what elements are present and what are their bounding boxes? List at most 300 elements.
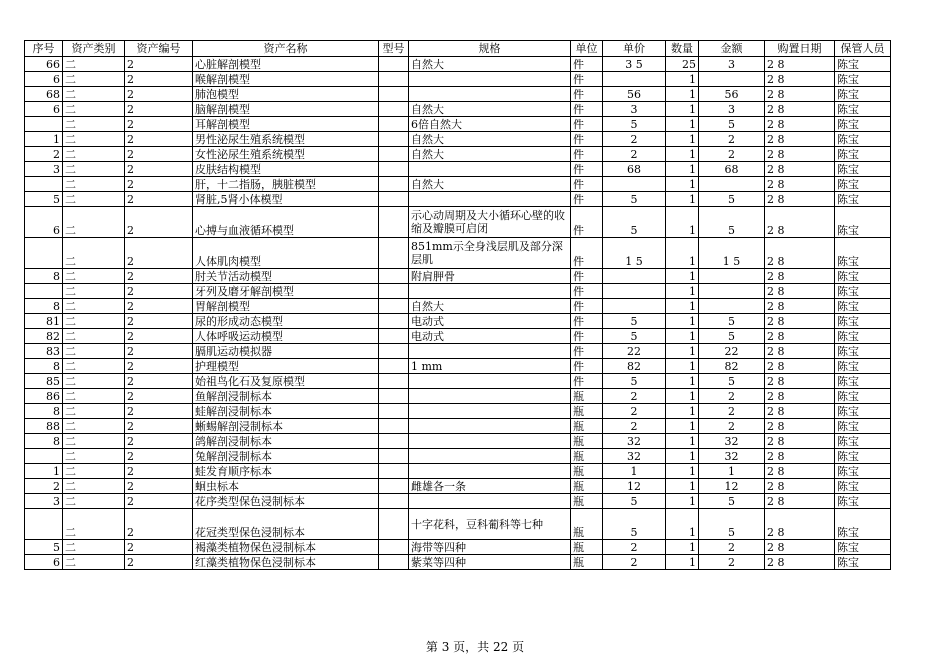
cell-unit: 瓶 <box>571 494 603 509</box>
cell-spec: 紫菜等四种 <box>409 555 571 570</box>
table-row <box>25 72 891 87</box>
page-footer: 第 3 页，共 22 页 <box>425 640 525 654</box>
cell-price: 56 <box>603 87 666 102</box>
cell-model <box>379 540 409 555</box>
cell-asset-code: 2 <box>125 434 193 449</box>
cell-keeper: 陈宝 <box>835 162 891 177</box>
cell-asset-name: 肝，十二指肠，胰脏模型 <box>193 177 379 192</box>
cell-model <box>379 284 409 299</box>
cell-model <box>379 479 409 494</box>
cell-quantity: 1 <box>666 555 699 570</box>
cell-seq: 8 <box>25 359 63 374</box>
cell-spec: 自然大 <box>409 299 571 314</box>
cell-category: 二 <box>63 449 125 464</box>
cell-quantity: 1 <box>666 374 699 389</box>
cell-model <box>379 132 409 147</box>
cell-spec <box>409 404 571 419</box>
cell-price: 2 <box>603 540 666 555</box>
cell-asset-code: 2 <box>125 314 193 329</box>
cell-quantity: 1 <box>666 102 699 117</box>
cell-model <box>379 555 409 570</box>
cell-amount: 3 <box>699 57 765 72</box>
cell-category: 二 <box>63 57 125 72</box>
cell-amount: 32 <box>699 434 765 449</box>
cell-seq: 88 <box>25 419 63 434</box>
column-header: 金额 <box>699 41 765 57</box>
cell-model <box>379 509 409 540</box>
cell-spec <box>409 434 571 449</box>
cell-keeper: 陈宝 <box>835 72 891 87</box>
cell-category: 二 <box>63 132 125 147</box>
table-row <box>25 117 891 132</box>
cell-model <box>379 314 409 329</box>
cell-asset-name: 女性泌尿生殖系统模型 <box>193 147 379 162</box>
cell-purchase-date: 2 8 <box>765 464 835 479</box>
cell-quantity: 1 <box>666 419 699 434</box>
column-header: 序号 <box>25 41 63 57</box>
column-header: 资产编号 <box>125 41 193 57</box>
cell-asset-name: 脑解剖模型 <box>193 102 379 117</box>
cell-seq <box>25 177 63 192</box>
cell-category: 二 <box>63 314 125 329</box>
cell-asset-name: 尿的形成动态模型 <box>193 314 379 329</box>
cell-amount: 5 <box>699 509 765 540</box>
cell-unit: 件 <box>571 299 603 314</box>
cell-purchase-date: 2 8 <box>765 72 835 87</box>
cell-spec: 示心动周期及大小循环心壁的收缩及瓣膜可启闭 <box>409 207 571 238</box>
cell-purchase-date: 2 8 <box>765 494 835 509</box>
cell-category: 二 <box>63 299 125 314</box>
cell-purchase-date: 2 8 <box>765 269 835 284</box>
cell-seq <box>25 509 63 540</box>
cell-purchase-date: 2 8 <box>765 479 835 494</box>
cell-category: 二 <box>63 192 125 207</box>
cell-seq: 8 <box>25 269 63 284</box>
cell-purchase-date: 2 8 <box>765 555 835 570</box>
cell-asset-code: 2 <box>125 87 193 102</box>
cell-unit: 件 <box>571 284 603 299</box>
cell-quantity: 1 <box>666 389 699 404</box>
cell-asset-name: 牙列及磨牙解剖模型 <box>193 284 379 299</box>
column-header: 单价 <box>603 41 666 57</box>
column-header: 资产名称 <box>193 41 379 57</box>
cell-keeper: 陈宝 <box>835 87 891 102</box>
cell-model <box>379 192 409 207</box>
cell-seq: 82 <box>25 329 63 344</box>
cell-purchase-date: 2 8 <box>765 177 835 192</box>
cell-keeper: 陈宝 <box>835 284 891 299</box>
cell-amount: 2 <box>699 419 765 434</box>
cell-seq: 68 <box>25 87 63 102</box>
cell-price: 3 <box>603 102 666 117</box>
cell-asset-code: 2 <box>125 389 193 404</box>
cell-purchase-date: 2 8 <box>765 57 835 72</box>
cell-spec <box>409 72 571 87</box>
cell-category: 二 <box>63 87 125 102</box>
cell-category: 二 <box>63 72 125 87</box>
cell-model <box>379 494 409 509</box>
cell-amount: 32 <box>699 449 765 464</box>
cell-asset-name: 肾脏,5肾小体模型 <box>193 192 379 207</box>
cell-unit: 件 <box>571 192 603 207</box>
cell-asset-code: 2 <box>125 238 193 269</box>
cell-quantity: 1 <box>666 464 699 479</box>
cell-asset-name: 心搏与血液循环模型 <box>193 207 379 238</box>
cell-purchase-date: 2 8 <box>765 87 835 102</box>
cell-asset-name: 胃解剖模型 <box>193 299 379 314</box>
cell-quantity: 1 <box>666 147 699 162</box>
cell-quantity: 1 <box>666 269 699 284</box>
cell-amount <box>699 299 765 314</box>
cell-amount: 22 <box>699 344 765 359</box>
cell-keeper: 陈宝 <box>835 389 891 404</box>
cell-price: 2 <box>603 389 666 404</box>
cell-category: 二 <box>63 102 125 117</box>
cell-seq: 2 <box>25 479 63 494</box>
cell-model <box>379 147 409 162</box>
cell-asset-name: 护理模型 <box>193 359 379 374</box>
cell-asset-code: 2 <box>125 449 193 464</box>
cell-asset-code: 2 <box>125 269 193 284</box>
cell-keeper: 陈宝 <box>835 449 891 464</box>
cell-keeper: 陈宝 <box>835 479 891 494</box>
cell-asset-name: 肘关节活动模型 <box>193 269 379 284</box>
cell-unit: 件 <box>571 72 603 87</box>
cell-quantity: 1 <box>666 284 699 299</box>
cell-asset-code: 2 <box>125 374 193 389</box>
cell-asset-code: 2 <box>125 540 193 555</box>
cell-purchase-date: 2 8 <box>765 344 835 359</box>
cell-price: 82 <box>603 359 666 374</box>
cell-asset-name: 蛙发育顺序标本 <box>193 464 379 479</box>
cell-unit: 件 <box>571 162 603 177</box>
cell-quantity: 1 <box>666 359 699 374</box>
cell-asset-name: 人体肌肉模型 <box>193 238 379 269</box>
cell-category: 二 <box>63 344 125 359</box>
table-row <box>25 147 891 162</box>
cell-model <box>379 177 409 192</box>
cell-unit: 件 <box>571 147 603 162</box>
cell-quantity: 1 <box>666 207 699 238</box>
cell-unit: 件 <box>571 177 603 192</box>
cell-category: 二 <box>63 162 125 177</box>
cell-spec: 自然大 <box>409 57 571 72</box>
cell-category: 二 <box>63 540 125 555</box>
cell-quantity: 1 <box>666 192 699 207</box>
cell-spec <box>409 419 571 434</box>
table-row <box>25 314 891 329</box>
cell-price: 5 <box>603 329 666 344</box>
cell-quantity: 1 <box>666 479 699 494</box>
cell-keeper: 陈宝 <box>835 177 891 192</box>
cell-price: 22 <box>603 344 666 359</box>
cell-quantity: 25 <box>666 57 699 72</box>
column-header: 型号 <box>379 41 409 57</box>
cell-seq: 8 <box>25 404 63 419</box>
cell-seq: 3 <box>25 162 63 177</box>
cell-seq: 81 <box>25 314 63 329</box>
cell-price: 5 <box>603 374 666 389</box>
cell-unit: 瓶 <box>571 434 603 449</box>
cell-unit: 瓶 <box>571 509 603 540</box>
column-header: 数量 <box>666 41 699 57</box>
cell-model <box>379 344 409 359</box>
cell-quantity: 1 <box>666 72 699 87</box>
cell-price: 5 <box>603 314 666 329</box>
cell-purchase-date: 2 8 <box>765 374 835 389</box>
cell-category: 二 <box>63 509 125 540</box>
table-row <box>25 284 891 299</box>
cell-quantity: 1 <box>666 344 699 359</box>
table-header <box>25 41 891 57</box>
cell-spec: 自然大 <box>409 147 571 162</box>
cell-quantity: 1 <box>666 238 699 269</box>
cell-purchase-date: 2 8 <box>765 299 835 314</box>
cell-asset-name: 耳解剖模型 <box>193 117 379 132</box>
cell-unit: 件 <box>571 117 603 132</box>
cell-price <box>603 284 666 299</box>
cell-spec: 自然大 <box>409 102 571 117</box>
cell-category: 二 <box>63 117 125 132</box>
cell-unit: 件 <box>571 238 603 269</box>
cell-quantity: 1 <box>666 449 699 464</box>
cell-price: 12 <box>603 479 666 494</box>
cell-keeper: 陈宝 <box>835 374 891 389</box>
cell-spec: 雌雄各一条 <box>409 479 571 494</box>
cell-spec <box>409 192 571 207</box>
cell-purchase-date: 2 8 <box>765 404 835 419</box>
table-row <box>25 269 891 284</box>
cell-asset-code: 2 <box>125 284 193 299</box>
cell-purchase-date: 2 8 <box>765 132 835 147</box>
cell-unit: 件 <box>571 207 603 238</box>
table-row <box>25 102 891 117</box>
cell-asset-name: 心脏解剖模型 <box>193 57 379 72</box>
table-row <box>25 87 891 102</box>
cell-keeper: 陈宝 <box>835 192 891 207</box>
cell-seq <box>25 449 63 464</box>
cell-unit: 件 <box>571 102 603 117</box>
cell-purchase-date: 2 8 <box>765 434 835 449</box>
cell-quantity: 1 <box>666 299 699 314</box>
cell-quantity: 1 <box>666 132 699 147</box>
cell-asset-code: 2 <box>125 419 193 434</box>
cell-spec <box>409 87 571 102</box>
cell-unit: 瓶 <box>571 449 603 464</box>
cell-price <box>603 177 666 192</box>
cell-price <box>603 269 666 284</box>
cell-spec <box>409 449 571 464</box>
cell-asset-name: 鸽解剖浸制标本 <box>193 434 379 449</box>
table-row <box>25 162 891 177</box>
cell-keeper: 陈宝 <box>835 464 891 479</box>
cell-amount: 68 <box>699 162 765 177</box>
cell-asset-code: 2 <box>125 479 193 494</box>
table-row <box>25 464 891 479</box>
cell-model <box>379 102 409 117</box>
cell-model <box>379 434 409 449</box>
cell-asset-name: 喉解剖模型 <box>193 72 379 87</box>
cell-purchase-date: 2 8 <box>765 238 835 269</box>
cell-model <box>379 299 409 314</box>
cell-asset-code: 2 <box>125 344 193 359</box>
cell-seq: 3 <box>25 494 63 509</box>
cell-keeper: 陈宝 <box>835 419 891 434</box>
cell-asset-code: 2 <box>125 147 193 162</box>
cell-seq: 2 <box>25 147 63 162</box>
cell-category: 二 <box>63 555 125 570</box>
cell-price: 1 <box>603 464 666 479</box>
cell-model <box>379 207 409 238</box>
cell-quantity: 1 <box>666 117 699 132</box>
table-row <box>25 238 891 269</box>
cell-category: 二 <box>63 359 125 374</box>
cell-unit: 件 <box>571 344 603 359</box>
cell-amount: 5 <box>699 314 765 329</box>
cell-asset-code: 2 <box>125 177 193 192</box>
cell-amount: 5 <box>699 192 765 207</box>
cell-asset-name: 红藻类植物保色浸制标本 <box>193 555 379 570</box>
cell-spec: 电动式 <box>409 314 571 329</box>
cell-model <box>379 329 409 344</box>
table-row <box>25 434 891 449</box>
cell-category: 二 <box>63 177 125 192</box>
cell-keeper: 陈宝 <box>835 540 891 555</box>
cell-asset-code: 2 <box>125 329 193 344</box>
cell-keeper: 陈宝 <box>835 147 891 162</box>
cell-quantity: 1 <box>666 87 699 102</box>
cell-category: 二 <box>63 479 125 494</box>
cell-asset-code: 2 <box>125 57 193 72</box>
table-row <box>25 57 891 72</box>
cell-amount: 1 5 <box>699 238 765 269</box>
cell-amount: 5 <box>699 207 765 238</box>
cell-category: 二 <box>63 419 125 434</box>
cell-spec <box>409 284 571 299</box>
cell-asset-code: 2 <box>125 72 193 87</box>
cell-keeper: 陈宝 <box>835 238 891 269</box>
cell-purchase-date: 2 8 <box>765 359 835 374</box>
cell-seq: 8 <box>25 434 63 449</box>
cell-price: 5 <box>603 509 666 540</box>
cell-model <box>379 359 409 374</box>
cell-spec: 自然大 <box>409 177 571 192</box>
cell-quantity: 1 <box>666 404 699 419</box>
cell-model <box>379 269 409 284</box>
cell-asset-name: 肺泡模型 <box>193 87 379 102</box>
cell-unit: 件 <box>571 314 603 329</box>
cell-asset-name: 褐藻类植物保色浸制标本 <box>193 540 379 555</box>
cell-purchase-date: 2 8 <box>765 509 835 540</box>
cell-amount: 1 <box>699 464 765 479</box>
cell-price <box>603 72 666 87</box>
cell-seq: 1 <box>25 464 63 479</box>
cell-price: 32 <box>603 449 666 464</box>
table-row <box>25 132 891 147</box>
cell-amount: 82 <box>699 359 765 374</box>
cell-spec <box>409 494 571 509</box>
cell-model <box>379 57 409 72</box>
cell-model <box>379 87 409 102</box>
cell-asset-code: 2 <box>125 102 193 117</box>
cell-spec: 自然大 <box>409 132 571 147</box>
cell-spec: 附肩胛骨 <box>409 269 571 284</box>
cell-model <box>379 117 409 132</box>
cell-purchase-date: 2 8 <box>765 329 835 344</box>
table-row <box>25 540 891 555</box>
table-row <box>25 404 891 419</box>
cell-amount: 56 <box>699 87 765 102</box>
cell-amount: 2 <box>699 389 765 404</box>
cell-category: 二 <box>63 207 125 238</box>
cell-price <box>603 299 666 314</box>
cell-price: 5 <box>603 494 666 509</box>
cell-seq: 66 <box>25 57 63 72</box>
cell-price: 3 5 <box>603 57 666 72</box>
asset-table <box>24 40 891 570</box>
cell-amount <box>699 269 765 284</box>
cell-asset-name: 皮肤结构模型 <box>193 162 379 177</box>
cell-keeper: 陈宝 <box>835 494 891 509</box>
cell-category: 二 <box>63 238 125 269</box>
cell-keeper: 陈宝 <box>835 207 891 238</box>
cell-purchase-date: 2 8 <box>765 162 835 177</box>
cell-keeper: 陈宝 <box>835 269 891 284</box>
column-header: 规格 <box>409 41 571 57</box>
cell-quantity: 1 <box>666 177 699 192</box>
table-row <box>25 555 891 570</box>
cell-asset-code: 2 <box>125 162 193 177</box>
cell-asset-code: 2 <box>125 509 193 540</box>
cell-purchase-date: 2 8 <box>765 389 835 404</box>
cell-unit: 瓶 <box>571 479 603 494</box>
cell-amount <box>699 284 765 299</box>
cell-unit: 件 <box>571 269 603 284</box>
cell-unit: 瓶 <box>571 540 603 555</box>
cell-model <box>379 162 409 177</box>
cell-keeper: 陈宝 <box>835 434 891 449</box>
cell-category: 二 <box>63 494 125 509</box>
cell-spec <box>409 374 571 389</box>
cell-unit: 件 <box>571 374 603 389</box>
table-row <box>25 494 891 509</box>
cell-category: 二 <box>63 404 125 419</box>
cell-price: 5 <box>603 117 666 132</box>
cell-model <box>379 419 409 434</box>
cell-spec: 1 mm <box>409 359 571 374</box>
cell-quantity: 1 <box>666 494 699 509</box>
cell-unit: 件 <box>571 329 603 344</box>
table-row <box>25 479 891 494</box>
cell-keeper: 陈宝 <box>835 509 891 540</box>
cell-asset-code: 2 <box>125 555 193 570</box>
cell-amount: 5 <box>699 117 765 132</box>
cell-amount: 2 <box>699 404 765 419</box>
cell-spec <box>409 464 571 479</box>
cell-keeper: 陈宝 <box>835 555 891 570</box>
cell-asset-code: 2 <box>125 464 193 479</box>
cell-spec: 十字花科，豆科葡科等七种 <box>409 509 571 540</box>
cell-unit: 件 <box>571 57 603 72</box>
cell-category: 二 <box>63 269 125 284</box>
cell-seq: 6 <box>25 72 63 87</box>
cell-quantity: 1 <box>666 509 699 540</box>
cell-asset-name: 蛔虫标本 <box>193 479 379 494</box>
cell-keeper: 陈宝 <box>835 314 891 329</box>
cell-quantity: 1 <box>666 162 699 177</box>
cell-asset-name: 蛙解剖浸制标本 <box>193 404 379 419</box>
column-header: 单位 <box>571 41 603 57</box>
